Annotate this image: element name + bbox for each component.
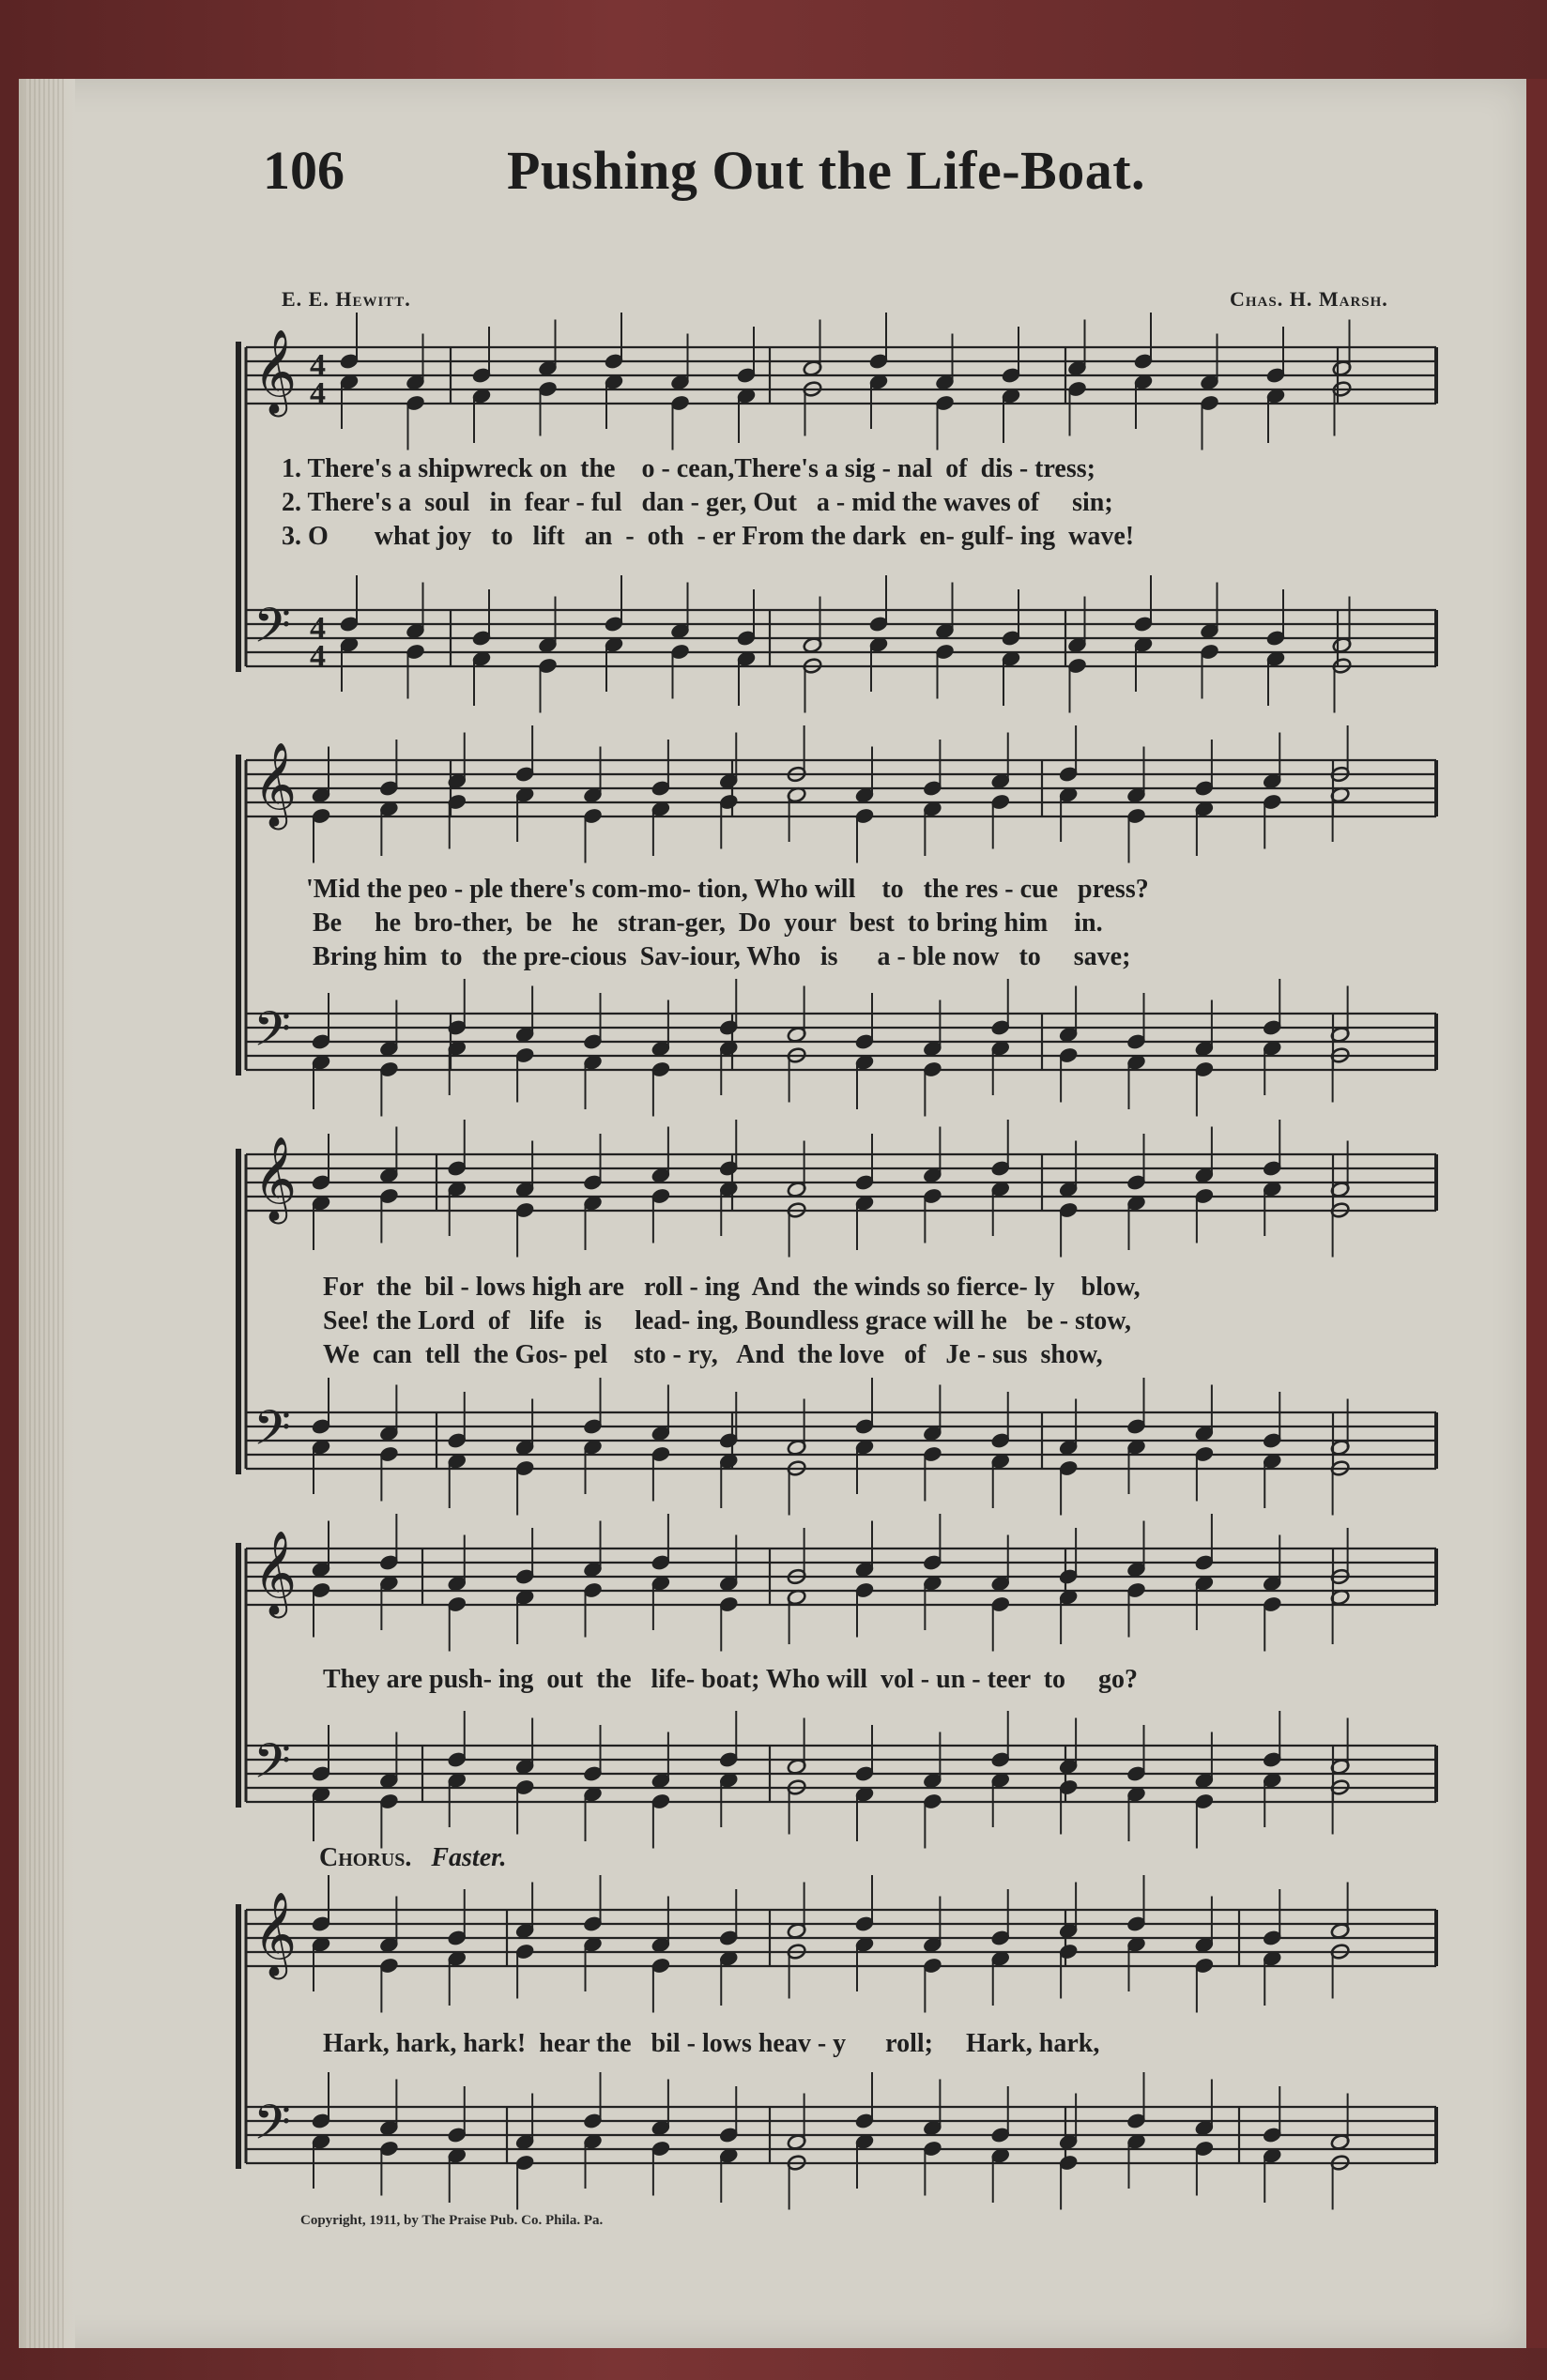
treble-clef: 𝄞: [253, 742, 298, 827]
treble-clef: 𝄞: [253, 1892, 298, 1976]
bass-clef: 𝄢: [253, 1732, 291, 1801]
bass-clef: 𝄢: [253, 597, 291, 665]
bass-clef: 𝄢: [253, 2094, 291, 2162]
treble-clef: 𝄞: [253, 329, 298, 414]
chorus-lyric: Hark, hark, hark! hear the bil - lows heav - y roll; Hark, hark,: [323, 2029, 1100, 2058]
time-signature-top: 4: [310, 348, 326, 383]
system2-lyric-2: Be he bro-ther, be he stran-ger, Do your best to bring him in.: [306, 908, 1103, 938]
copyright-notice: Copyright, 1911, by The Praise Pub. Co. Phila. Pa.: [300, 2213, 604, 2228]
bass-clef: 𝄢: [253, 1000, 291, 1069]
verse-1-line: 1. There's a shipwreck on the o - cean,There's a sig - nal of dis - tress;: [282, 454, 1095, 483]
verse-3-line: 3. O what joy to lift an - oth - er From the dark en- gulf- ing wave!: [282, 522, 1135, 551]
chorus-label: [319, 1843, 506, 1873]
tempo-marking: Faster.: [431, 1843, 507, 1872]
verse-2-line: 2. There's a soul in fear - ful dan - ger, Out a - mid the waves of sin;: [282, 488, 1113, 517]
chorus-word: Chorus.: [319, 1843, 412, 1872]
time-signature-bottom: 4: [310, 639, 326, 674]
composer-credit: Chas. H. Marsh.: [1230, 287, 1388, 311]
bass-clef: 𝄢: [253, 1399, 291, 1468]
system2-lyric-1: 'Mid the peo - ple there's com-mo- tion, Who will to the res - cue press?: [306, 875, 1149, 904]
hymn-title: Pushing Out the Life-Boat.: [507, 140, 1146, 201]
time-signature-top: 4: [310, 611, 326, 646]
time-signature-bottom: 4: [310, 376, 326, 411]
system3-lyric-2: See! the Lord of life is lead- ing, Boundless grace will he be - stow,: [323, 1306, 1131, 1335]
hymn-number: 106: [263, 140, 345, 201]
system3-lyric-3: We can tell the Gos- pel sto - ry, And the love of Je - sus show,: [323, 1340, 1103, 1369]
author-credit: E. E. Hewitt.: [282, 287, 411, 311]
system4-lyric: They are push- ing out the life- boat; Who will vol - un - teer to go?: [323, 1665, 1139, 1694]
system2-lyric-3: Bring him to the pre-cious Sav-iour, Who is a - ble now to save;: [306, 942, 1131, 971]
treble-clef: 𝄞: [253, 1137, 298, 1221]
treble-clef: 𝄞: [253, 1531, 298, 1615]
system3-lyric-1: For the bil - lows high are roll - ing And the winds so fierce- ly blow,: [323, 1273, 1141, 1302]
cover-edge: [1526, 79, 1547, 2348]
